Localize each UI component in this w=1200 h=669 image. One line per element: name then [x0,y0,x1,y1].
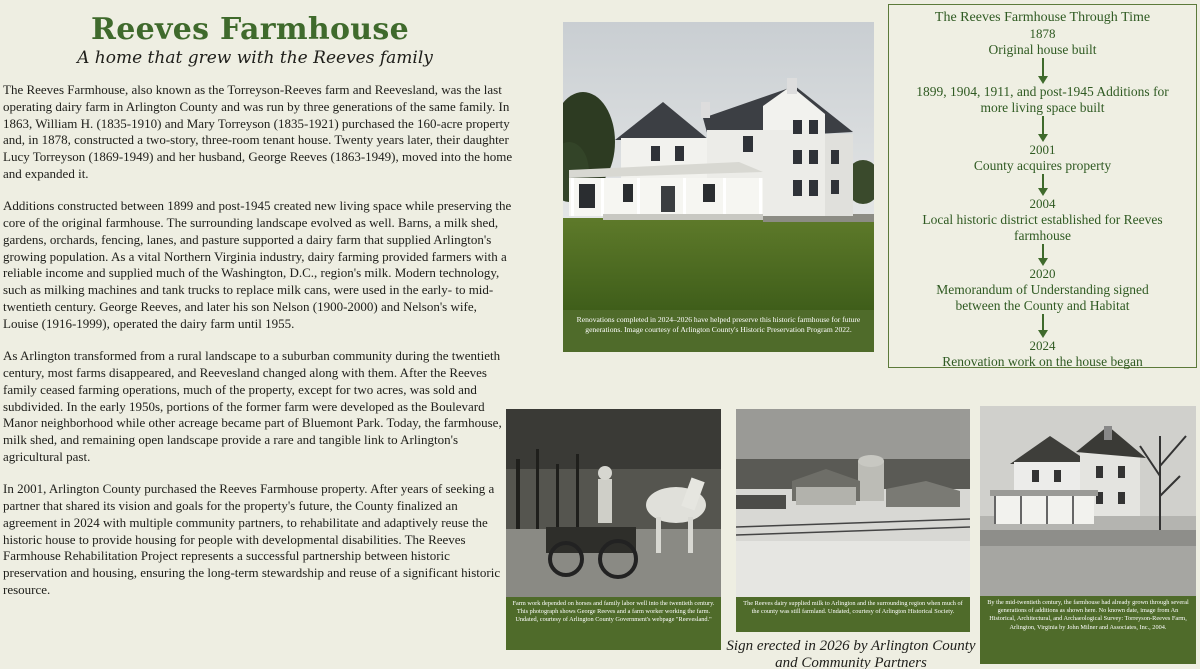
page-title: Reeves Farmhouse [90,12,409,47]
timeline-year: 2001 [1029,142,1056,157]
main-photo [563,22,874,352]
paragraph-3: As Arlington transformed from a rural landscape to a suburban community during the twentieth century, most farms disappeared, and Reevesland changed along with them. After the Reeves family ceased farming operations, much of the property, except for two acres, was sold and subdivided. In the early 1950s, portions of the former farm were developed as the Boulevard Manor neighborhood while other acreage became part of Bluemont Park. Today, the farmhouse, milk shed, and remaining open landscape provide a rare and tangible link to Arlington's agricultural past. [3,348,502,464]
paragraph-4: In 2001, Arlington County purchased the Reeves Farmhouse property. After years of seeking a partner that shared its vision and goals for the property's future, the County finalized an agreement in 2024 with multiple community partners, to rehabilitate and adaptively reuse the historic house to provide housing for people with developmental disabilities. The Reeves Farmhouse Rehabilitation Project represents a successful partnership between historic preservation and housing, ensuring the long-term stewardship and reuse of a significant historic resource. [3,481,501,598]
down-arrow-icon [1037,244,1049,266]
horse-farm-photo [506,409,721,650]
down-arrow-icon [1037,314,1049,338]
horse-farm-image [506,409,721,597]
body-text [3,82,513,614]
timeline-entry: Original house built [988,42,1097,57]
timeline-title: The Reeves Farmhouse Through Time [934,10,1151,25]
timeline-box [888,4,1197,368]
dairy-photo-caption: The Reeves dairy supplied milk to Arlington and the surrounding region when much of the county was still farmland. Undated, courtesy of Arlington Historical Society. [736,597,970,632]
farmhouse-color-image [563,22,874,310]
timeline-entry: County acquires property [973,158,1112,173]
horse-photo-caption: Farm work depended on horses and family labor well into the twentieth century. This photograph shows George Reeves and a farm worker working the farm. Undated, courtesy of Arlington County Government's webpage "Reevesland." [506,597,721,650]
farmhouse-bw-image [980,406,1196,596]
timeline-entry: Local historic district established for Reeves farmhouse [922,212,1163,243]
down-arrow-icon [1037,58,1049,84]
timeline-entry: 1899, 1904, 1911, and post-1945 Additions for more living space built [916,84,1169,115]
timeline-entry: Memorandum of Understanding signed between the County and Habitat [936,282,1149,313]
timeline-year: 2004 [1029,196,1056,211]
down-arrow-icon [1037,174,1049,196]
paragraph-1: The Reeves Farmhouse, also known as the Torreyson-Reeves farm and Reevesland, was the last operating dairy farm in Arlington County and was run by three generations of the same family. In 1863, William H. (1835-1910) and Mary Torreyson (1835-1921) purchased the 160-acre property and, in 1878, constructed a two-story, three-room tenant house. Twenty years later, their daughter Lucy Torreyson (1869-1949) and her husband, George Reeves (1863-1949), moved into the home and expanded it. [3,82,513,181]
page-subtitle: A home that grew with the Reeves family [77,48,433,68]
paragraph-2: Additions constructed between 1899 and post-1945 created new living space while preserving the core of the original farmhouse. The surrounding landscape evolved as well. Barns, a milk shed, gardens, orchards, fencing, lanes, and pasture supported a dairy farm that supplied Arlington's growing population. As a vital Northern Virginia industry, dairy farming provided farmers with a reliable income and supplied much of the Washington, D.C., region's milk. Modern technology, such as milking machines and tank trucks to replace milk cans, were used in the early- to mid-twentieth century. George Reeves, and later his son Nelson (1900-2000) and Nelson's wife, Louise (1916-1999), operated the dairy farm until 1955. [3,198,512,331]
timeline-year: 2024 [1029,338,1056,353]
sign-credit: Sign erected in 2026 by Arlington County and Community Partners [726,638,976,669]
timeline-entry: Renovation work on the house began [942,354,1143,369]
farmhouse-bw-photo [980,406,1196,664]
timeline-year: 2020 [1029,266,1056,281]
farmhouse-bw-caption: By the mid-twentieth century, the farmhouse had already grown through several generations of additions as shown here. No known date, image from An Historical, Architectural, and Archaeological Survey: Torreyson-Reeves Farm, Arlington, Virginia by John Milner and Associates, Inc., 2004. [980,596,1196,664]
timeline-year: 1878 [1029,26,1056,41]
dairy-farm-image [736,409,970,597]
main-photo-caption: Renovations completed in 2024–2026 have helped preserve this historic farmhouse for future generations. Image courtesy of Arlington County's Historic Preservation Program 2022. [563,310,874,352]
down-arrow-icon [1037,116,1049,142]
dairy-farm-photo [736,409,970,632]
